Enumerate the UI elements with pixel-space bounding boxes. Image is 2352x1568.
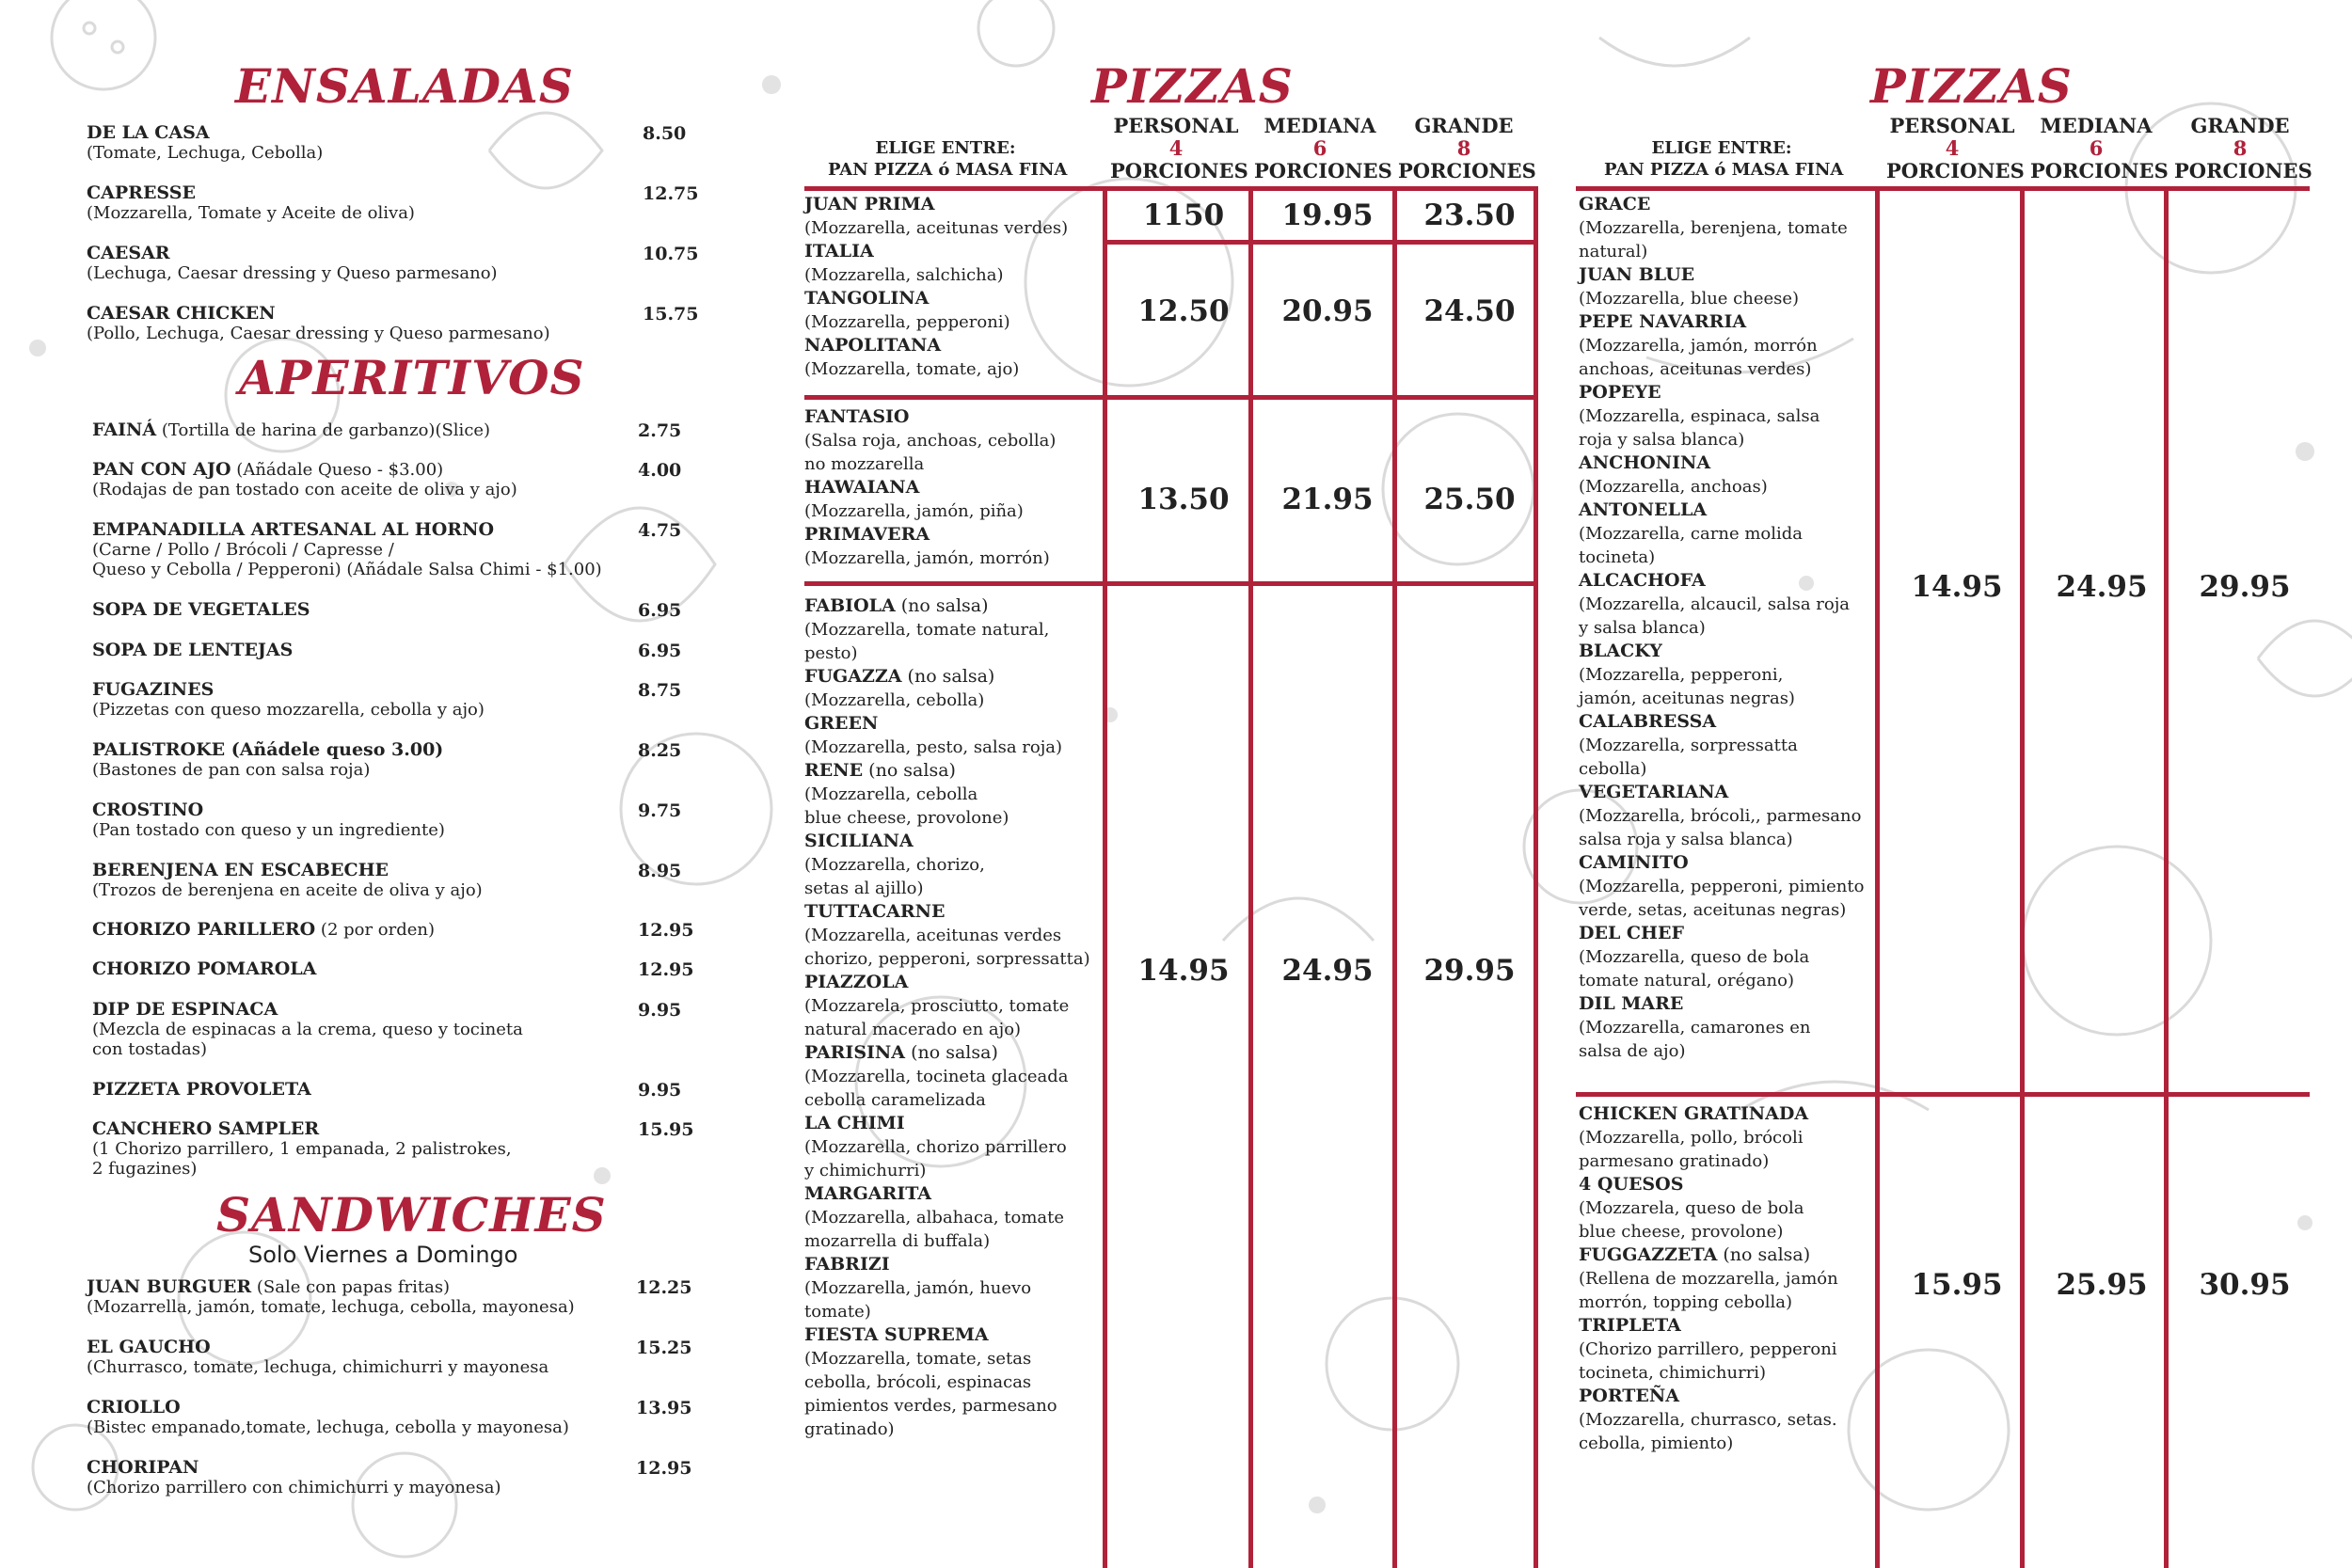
pizza-description: (Mozzarella, anchoas): [1579, 477, 1768, 497]
pizza-name-text: ANCHONINA: [1579, 452, 1711, 473]
item-description: (Tomate, Lechuga, Cebolla): [87, 143, 324, 163]
item-price: 15.25: [636, 1338, 692, 1358]
item-name: BERENJENA EN ESCABECHE: [92, 860, 389, 880]
pizza-name-text: CHICKEN GRATINADA: [1579, 1103, 1809, 1124]
pizza-name: [1579, 1102, 1838, 1126]
pizza-name: [1579, 381, 1864, 404]
pizza-group: [804, 405, 1056, 570]
pizza-description: (Mozzarella, carne molida: [1579, 524, 1803, 544]
pizza-description: (Mozzarella, sorpressatta: [1579, 736, 1798, 755]
item-price: 6.95: [638, 600, 682, 621]
pizza-description: (Mozzarella, chorizo,: [804, 855, 985, 875]
item-price: 15.75: [643, 304, 699, 325]
pizza-description: cebolla, brócoli, espinacas: [804, 1372, 1032, 1392]
pizza-name-text: 4 QUESOS: [1579, 1174, 1684, 1195]
pizza-name-text: FABIOLA: [804, 595, 896, 616]
pizza-name: [804, 971, 1090, 994]
price-personal: 1150: [1142, 198, 1225, 232]
pizza-name-text: TANGOLINA: [804, 288, 930, 309]
item-description: (Carne / Pollo / Brócoli / Capresse /: [92, 540, 394, 560]
pizza-name: [1579, 640, 1864, 663]
pizza-name: [804, 665, 1090, 689]
pizza-description: (Mozzarela, prosciutto, tomate: [804, 996, 1070, 1016]
pizza-description: tocineta, chimichurri): [1579, 1363, 1767, 1383]
item-name: EMPANADILLA ARTESANAL AL HORNO: [92, 519, 494, 540]
menu-item: [92, 1080, 311, 1100]
price-grande: 24.50: [1423, 294, 1516, 328]
pizza-name-text: FUGAZZA: [804, 666, 902, 687]
item-price: 13.95: [636, 1398, 692, 1418]
grid-line: [1103, 186, 1107, 1568]
price-grande: 30.95: [2199, 1268, 2291, 1302]
pizza-name-text: FANTASIO: [804, 406, 910, 427]
pizza-name: [804, 1253, 1090, 1276]
item-name: FAINÁ: [92, 420, 157, 440]
pizza-description: mozarrella di buffala): [804, 1231, 991, 1251]
item-description: (Mezcla de espinacas a la crema, queso y tocineta: [92, 1020, 523, 1039]
item-description: (Pan tostado con queso y un ingrediente): [92, 820, 445, 840]
pizza-description: (Mozzarella, jamón, morrón): [804, 548, 1050, 568]
choose-line-1: ELIGE ENTRE:: [875, 138, 1016, 158]
price-grande: 25.50: [1423, 483, 1516, 516]
item-description: Queso y Cebolla / Pepperoni) (Añádale Salsa Chimi - $1.00): [92, 560, 602, 579]
col-mediana-1: MEDIANA 6 PORCIONES: [1254, 114, 1392, 182]
menu-item: [87, 1398, 569, 1437]
col-grande-2: GRANDE 8 PORCIONES: [2174, 114, 2312, 182]
pizza-description: cebolla, pimiento): [1579, 1433, 1734, 1453]
pizza-name: [804, 594, 1090, 618]
pizza-name: [804, 830, 1090, 853]
pizza-description: (Mozzarella, camarones en: [1579, 1018, 1811, 1037]
col-grande-1: GRANDE 8 PORCIONES: [1398, 114, 1536, 182]
pizza-description: (Salsa roja, anchoas, cebolla): [804, 431, 1057, 451]
menu-item: [92, 460, 517, 499]
pizza-description: (Mozzarella, pepperoni): [804, 312, 1010, 332]
pizza-description: parmesano gratinado): [1579, 1151, 1770, 1171]
price-personal: 13.50: [1137, 483, 1230, 516]
pizza-name-text: FABRIZI: [804, 1254, 890, 1275]
pizzas-title-1: PIZZAS: [1091, 58, 1294, 114]
item-name: SOPA DE VEGETALES: [92, 599, 310, 620]
pizza-name: [804, 476, 1056, 499]
pizza-name-text: JUAN PRIMA: [804, 194, 935, 214]
pizza-name-text: GREEN: [804, 713, 879, 734]
pizza-name: [1579, 992, 1864, 1016]
item-description: (Pizzetas con queso mozzarella, cebolla y ajo): [92, 700, 485, 720]
pizza-description: (Mozzarella, jamón, piña): [804, 501, 1024, 521]
item-price: 10.75: [643, 244, 699, 264]
pizza-name-text: PIAZZOLA: [804, 972, 909, 992]
item-price: 2.75: [638, 420, 682, 441]
pizza-name-text: DEL CHEF: [1579, 923, 1684, 943]
pizza-description: gratinado): [804, 1419, 895, 1439]
item-name: CANCHERO SAMPLER: [92, 1118, 320, 1139]
item-name: CAESAR CHICKEN: [87, 303, 276, 324]
price-mediana: 21.95: [1281, 483, 1374, 516]
pizza-name-text: LA CHIMI: [804, 1113, 905, 1133]
item-description: (Pollo, Lechuga, Caesar dressing y Queso parmesano): [87, 324, 550, 343]
pizza-description: (Mozzarella, blue cheese): [1579, 289, 1800, 309]
grid-line: [804, 186, 1538, 191]
choose-dough-label-1: [828, 137, 1068, 181]
pizza-name: [1579, 851, 1864, 875]
pizza-group: [804, 193, 1068, 240]
pizza-description: cebolla): [1579, 759, 1647, 779]
pizza-name-text: HAWAIANA: [804, 477, 920, 498]
pizza-description: verde, setas, aceitunas negras): [1579, 900, 1847, 920]
menu-item: [87, 244, 498, 283]
pizza-description: (Mozzarella, pesto, salsa roja): [804, 737, 1063, 757]
pizza-description: blue cheese, provolone): [804, 808, 1009, 828]
item-price: 12.95: [636, 1458, 692, 1479]
item-note: (Tortilla de harina de garbanzo)(Slice): [156, 420, 491, 440]
pizza-description: y chimichurri): [804, 1161, 927, 1180]
item-price: 4.75: [638, 520, 682, 541]
menu-item: [92, 1000, 523, 1059]
pizza-description: (Mozzarella, churrasco, setas.: [1579, 1410, 1837, 1430]
pizza-name: [1579, 1173, 1838, 1196]
pizza-name-text: PORTEÑA: [1579, 1386, 1680, 1406]
sandwiches-title: SANDWICHES: [216, 1187, 607, 1243]
pizza-description: tomate natural, orégano): [1579, 971, 1794, 990]
item-note: (Sale con papas fritas): [251, 1277, 451, 1297]
pizza-name-text: PRIMAVERA: [804, 524, 930, 545]
menu-item: [87, 183, 415, 223]
pizza-description: natural macerado en ajo): [804, 1020, 1022, 1039]
pizza-description: tomate): [804, 1302, 871, 1322]
grid-line: [1576, 1092, 2310, 1097]
pizza-description: salsa roja y salsa blanca): [1579, 830, 1793, 849]
menu-item: [87, 304, 550, 343]
pizza-description: (Mozzarella, salchicha): [804, 265, 1004, 285]
pizza-name: [804, 1182, 1090, 1206]
item-name: DE LA CASA: [87, 122, 210, 143]
pizza-name: [804, 193, 1068, 216]
pizza-description: blue cheese, provolone): [1579, 1222, 1784, 1242]
pizza-name-text: TUTTACARNE: [804, 901, 946, 922]
pizza-name: [804, 1112, 1090, 1135]
pizza-description: (Mozzarella, tomate natural,: [804, 620, 1050, 640]
pizza-description: (Mozzarella, jamón, morrón: [1579, 336, 1818, 356]
col-personal-2: PERSONAL 4 PORCIONES: [1886, 114, 2025, 182]
price-grande: 29.95: [1423, 954, 1516, 988]
choose-dough-label-2: [1604, 137, 1844, 181]
item-name: DIP DE ESPINACA: [92, 999, 278, 1020]
pizza-group: [1579, 193, 1864, 1063]
pizza-description: morrón, topping cebolla): [1579, 1292, 1793, 1312]
pizza-name: [804, 900, 1090, 924]
pizza-name-text: BLACKY: [1579, 641, 1662, 661]
pizza-name-text: ALCACHOFA: [1579, 570, 1706, 591]
pizza-name: [804, 759, 1090, 783]
pizza-description: pimientos verdes, parmesano: [804, 1396, 1057, 1416]
pizza-name: [1579, 569, 1864, 593]
pizza-description: (Mozzarella, cebolla): [804, 690, 985, 710]
pizza-description: (Mozzarela, queso de bola: [1579, 1198, 1804, 1218]
pizza-name: [804, 712, 1090, 736]
item-description: (Mozarrella, jamón, tomate, lechuga, cebolla, mayonesa): [87, 1297, 575, 1317]
aperitivos-title: APERITIVOS: [239, 350, 585, 405]
price-mediana: 19.95: [1281, 198, 1374, 232]
item-description: (Chorizo parrillero con chimichurri y mayonesa): [87, 1478, 501, 1497]
pizza-description: (Mozzarella, berenjena, tomate: [1579, 218, 1848, 238]
item-description: 2 fugazines): [92, 1159, 198, 1179]
pizza-name-text: RENE: [804, 760, 864, 781]
item-price: 8.75: [638, 680, 682, 701]
menu-item: [87, 1338, 548, 1377]
item-price: 12.25: [636, 1277, 692, 1298]
grid-line: [804, 581, 1538, 586]
pizza-name: [1579, 310, 1864, 334]
menu-item: [92, 600, 310, 620]
item-price: 8.25: [638, 740, 682, 761]
menu-item: [92, 800, 445, 840]
pizza-description: cebolla caramelizada: [804, 1090, 986, 1110]
pizza-name: [804, 523, 1056, 546]
pizza-description: setas al ajillo): [804, 879, 924, 898]
pizza-name: [1579, 922, 1864, 945]
item-description: (Trozos de berenjena en aceite de oliva y ajo): [92, 880, 483, 900]
item-name: PIZZETA PROVOLETA: [92, 1079, 311, 1100]
pizza-name: [804, 1041, 1090, 1065]
item-price: 9.75: [638, 800, 682, 821]
item-note: (2 por orden): [315, 920, 436, 940]
pizza-note: (no salsa): [1717, 1244, 1811, 1265]
item-note: (Añádale Queso - $3.00): [230, 460, 444, 480]
item-price: 6.95: [638, 641, 682, 661]
item-description: (1 Chorizo parrillero, 1 empanada, 2 palistrokes,: [92, 1139, 512, 1159]
pizza-description: (Rellena de mozzarella, jamón: [1579, 1269, 1838, 1289]
pizza-name: [1579, 451, 1864, 475]
pizza-description: no mozzarella: [804, 454, 925, 474]
grid-line: [1103, 240, 1538, 245]
pizza-note: (no salsa): [895, 595, 989, 616]
item-description: (Churrasco, tomate, lechuga, chimichurri y mayonesa: [87, 1357, 549, 1377]
pizza-name: [804, 405, 1056, 429]
menu-item: [92, 520, 602, 579]
item-description: (Bastones de pan con salsa roja): [92, 760, 371, 780]
item-name: CAPRESSE: [87, 182, 196, 203]
choose-line-1: ELIGE ENTRE:: [1651, 138, 1792, 158]
pizza-name-text: SICILIANA: [804, 831, 914, 851]
item-name: PAN CON AJO: [92, 459, 231, 480]
pizza-name-text: PEPE NAVARRIA: [1579, 311, 1747, 332]
pizza-name: [1579, 1243, 1838, 1267]
item-price: 4.00: [638, 460, 682, 481]
price-mediana: 20.95: [1281, 294, 1374, 328]
grid-line: [1875, 186, 1880, 1568]
item-price: 12.95: [638, 959, 694, 980]
pizza-group: [804, 594, 1090, 1441]
item-name: SOPA DE LENTEJAS: [92, 640, 294, 660]
pizza-description: (Mozzarella, aceitunas verdes: [804, 926, 1062, 945]
grid-line: [2020, 186, 2025, 1568]
grid-line: [1534, 186, 1538, 1568]
pizza-description: (Mozzarella, aceitunas verdes): [804, 218, 1069, 238]
pizza-name-text: MARGARITA: [804, 1183, 932, 1204]
pizza-description: (Mozzarella, tomate, ajo): [804, 359, 1020, 379]
item-description: (Lechuga, Caesar dressing y Queso parmesano): [87, 263, 498, 283]
pizza-name-text: TRIPLETA: [1579, 1315, 1681, 1336]
pizza-name-text: GRACE: [1579, 194, 1651, 214]
pizza-description: (Mozzarella, pepperoni, pimiento: [1579, 877, 1865, 896]
pizza-description: (Mozzarella, brócoli,, parmesano: [1579, 806, 1862, 826]
item-price: 12.75: [643, 183, 699, 204]
choose-line-2: PAN PIZZA ó MASA FINA: [1604, 160, 1844, 180]
grid-line: [804, 395, 1538, 400]
pizza-group: [804, 240, 1019, 381]
item-name: JUAN BURGUER: [87, 1276, 252, 1297]
item-price: 9.95: [638, 1080, 682, 1101]
pizza-name: [1579, 499, 1864, 522]
menu-item: [87, 1458, 501, 1497]
col-mediana-2: MEDIANA 6 PORCIONES: [2030, 114, 2169, 182]
pizza-description: (Mozzarella, queso de bola: [1579, 947, 1810, 967]
pizza-description: (Mozzarella, chorizo parrillero: [804, 1137, 1067, 1157]
item-name: FUGAZINES: [92, 679, 215, 700]
pizza-name-text: VEGETARIANA: [1579, 782, 1729, 802]
pizzas-title-2: PIZZAS: [1870, 58, 2073, 114]
pizza-description: jamón, aceitunas negras): [1579, 689, 1795, 708]
sandwiches-subtitle: Solo Viernes a Domingo: [248, 1242, 518, 1268]
pizza-name-text: FIESTA SUPREMA: [804, 1324, 989, 1345]
pizza-description: anchoas, aceitunas verdes): [1579, 359, 1812, 379]
price-personal: 14.95: [1911, 570, 2003, 604]
pizza-name-text: ANTONELLA: [1579, 499, 1708, 520]
pizza-description: (Mozzarella, pepperoni,: [1579, 665, 1784, 685]
pizza-name-text: FUGGAZZETA: [1579, 1244, 1718, 1265]
pizza-description: pesto): [804, 643, 858, 663]
price-grande: 23.50: [1423, 198, 1516, 232]
menu-item: [92, 1119, 512, 1179]
price-mediana: 24.95: [1281, 954, 1374, 988]
item-name: EL GAUCHO: [87, 1337, 211, 1357]
menu-item: [92, 920, 435, 940]
grid-line: [2164, 186, 2169, 1568]
menu-item: [87, 1277, 575, 1317]
pizza-description: (Mozzarella, cebolla: [804, 784, 978, 804]
ensaladas-title: ENSALADAS: [235, 58, 574, 114]
grid-line: [1576, 186, 2310, 191]
item-description: (Mozzarella, Tomate y Aceite de oliva): [87, 203, 415, 223]
item-description: con tostadas): [92, 1039, 208, 1059]
item-name: CHORIZO POMAROLA: [92, 958, 317, 979]
pizza-description: (Mozzarella, pollo, brócoli: [1579, 1128, 1804, 1148]
pizza-note: (no salsa): [863, 760, 956, 781]
pizza-description: (Mozzarella, tocineta glaceada: [804, 1067, 1069, 1086]
pizza-name-text: CALABRESSA: [1579, 711, 1717, 732]
pizza-name: [1579, 193, 1864, 216]
pizza-description: chorizo, pepperoni, sorpressatta): [804, 949, 1090, 969]
menu-item: [92, 861, 483, 900]
menu-item: [92, 740, 443, 780]
price-mediana: 25.95: [2056, 1268, 2148, 1302]
pizza-description: (Chorizo parrillero, pepperoni: [1579, 1339, 1837, 1359]
pizza-name: [1579, 263, 1864, 287]
item-price: 15.95: [638, 1119, 694, 1140]
menu-item: [92, 680, 485, 720]
pizza-name: [804, 287, 1019, 310]
item-name: CROSTINO: [92, 800, 204, 820]
price-grande: 29.95: [2199, 570, 2291, 604]
pizza-name-text: PARISINA: [804, 1042, 906, 1063]
item-description: (Rodajas de pan tostado con aceite de oliva y ajo): [92, 480, 517, 499]
pizza-name: [804, 334, 1019, 357]
pizza-name: [804, 240, 1019, 263]
pizza-description: salsa de ajo): [1579, 1041, 1686, 1061]
pizza-name: [804, 1323, 1090, 1347]
pizza-description: (Mozzarella, tomate, setas: [804, 1349, 1032, 1369]
pizza-note: (no salsa): [901, 666, 995, 687]
pizza-name-text: POPEYE: [1579, 382, 1661, 403]
pizza-description: (Mozzarella, albahaca, tomate: [804, 1208, 1065, 1227]
item-price: 8.95: [638, 861, 682, 881]
pizza-name: [1579, 1314, 1838, 1338]
price-personal: 15.95: [1911, 1268, 2003, 1302]
pizza-name-text: DIL MARE: [1579, 993, 1684, 1014]
choose-line-2: PAN PIZZA ó MASA FINA: [828, 160, 1068, 180]
pizza-name: [1579, 1385, 1838, 1408]
grid-line: [1392, 186, 1397, 1568]
item-name: CHORIPAN: [87, 1457, 199, 1478]
pizza-name: [1579, 710, 1864, 734]
item-description: (Bistec empanado,tomate, lechuga, cebolla y mayonesa): [87, 1418, 569, 1437]
menu-item: [87, 123, 323, 163]
pizza-name: [1579, 781, 1864, 804]
pizza-group: [1579, 1102, 1838, 1455]
pizza-description: tocineta): [1579, 547, 1656, 567]
pizza-note: (no salsa): [905, 1042, 998, 1063]
col-personal-1: PERSONAL 4 PORCIONES: [1110, 114, 1248, 182]
pizza-description: natural): [1579, 242, 1648, 261]
item-name: PALISTROKE (Añádele queso 3.00): [92, 739, 444, 760]
price-personal: 12.50: [1137, 294, 1230, 328]
menu-item: [92, 959, 316, 979]
price-personal: 14.95: [1137, 954, 1230, 988]
grid-line: [1248, 186, 1253, 1568]
menu-item: [92, 641, 293, 660]
item-price: 8.50: [643, 123, 687, 144]
price-mediana: 24.95: [2056, 570, 2148, 604]
pizza-description: y salsa blanca): [1579, 618, 1706, 638]
pizza-name-text: NAPOLITANA: [804, 335, 942, 356]
menu-item: [92, 420, 490, 440]
item-name: CHORIZO PARILLERO: [92, 919, 316, 940]
item-name: CAESAR: [87, 243, 170, 263]
item-price: 12.95: [638, 920, 694, 941]
pizza-name-text: CAMINITO: [1579, 852, 1689, 873]
item-name: CRIOLLO: [87, 1397, 181, 1418]
pizza-description: (Mozzarella, jamón, huevo: [804, 1278, 1032, 1298]
item-price: 9.95: [638, 1000, 682, 1021]
pizza-description: (Mozzarella, alcaucil, salsa roja: [1579, 594, 1851, 614]
pizza-description: (Mozzarella, espinaca, salsa: [1579, 406, 1820, 426]
pizza-description: roja y salsa blanca): [1579, 430, 1745, 450]
pizza-name-text: JUAN BLUE: [1579, 264, 1695, 285]
pizza-name-text: ITALIA: [804, 241, 874, 261]
